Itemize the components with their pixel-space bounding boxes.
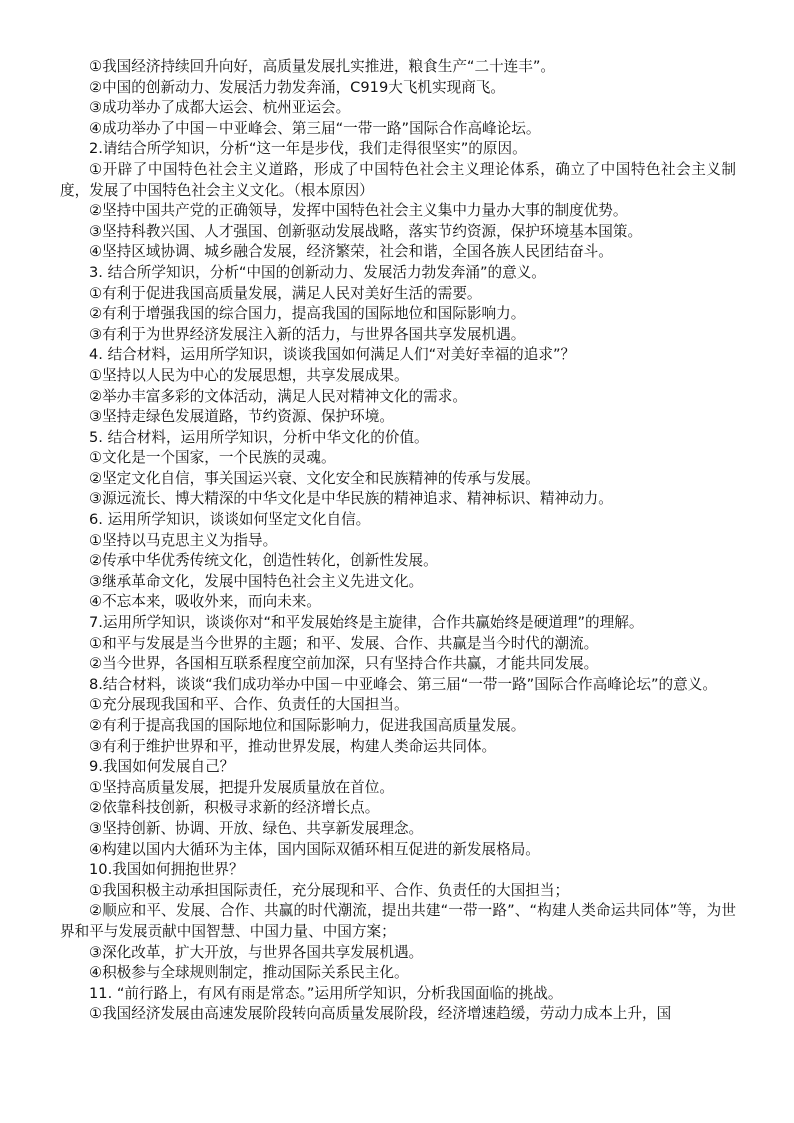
answer-line: ①坚持高质量发展，把提升发展质量放在首位。: [89, 778, 394, 796]
answer-line: ①和平与发展是当今世界的主题；和平、发展、合作、共赢是当今时代的潮流。: [89, 634, 599, 652]
answer-line: ②有利于增强我国的综合国力，提高我国的国际地位和国际影响力。: [89, 305, 526, 323]
answer-line: ④坚持区域协调、城乡融合发展，经济繁荣，社会和谐，全国各族人民团结奋斗。: [89, 243, 613, 261]
question-heading: 6. 运用所学知识，谈谈如何坚定文化自信。: [89, 511, 371, 529]
answer-line: ②举办丰富多彩的文体活动，满足人民对精神文化的需求。: [89, 387, 467, 405]
answer-line: ③坚持走绿色发展道路，节约资源、保护环境。: [89, 408, 394, 426]
answer-line: ②中国的创新动力、发展活力勃发奔涌，C919大飞机实现商飞。: [89, 78, 505, 96]
answer-line: ②坚持中国共产党的正确领导，发挥中国特色社会主义集中力量办大事的制度优势。: [89, 202, 628, 220]
question-heading: 7.运用所学知识，谈谈你对“和平发展始终是主旋律，合作共赢始终是硬道理”的理解。: [89, 614, 644, 632]
question-heading: 3. 结合所学知识，分析“中国的创新动力、发展活力勃发奔涌”的意义。: [89, 263, 546, 281]
answer-line: ③坚持科教兴国、人才强国、创新驱动发展战略，落实节约资源，保护环境基本国策。: [89, 222, 643, 240]
question-heading: 8.结合材料，谈谈“我们成功举办中国－中亚峰会、第三届“一带一路”国际合作高峰论坛”的意义。: [89, 675, 717, 693]
answer-line: ②有利于提高我国的国际地位和国际影响力，促进我国高质量发展。: [89, 717, 526, 734]
answer-line: ②顺应和平、发展、合作、共赢的时代潮流，提出共建“一带一路”、“构建人类命运共同体”等，为世界和平与发展贡献中国智慧、中国力量、中国方案；: [60, 902, 736, 940]
answer-line: ②坚定文化自信，事关国运兴衰、文化安全和民族精神的传承与发展。: [89, 469, 540, 487]
answer-line: ③有利于为世界经济发展注入新的活力，与世界各国共享发展机遇。: [89, 325, 526, 343]
answer-line: ①开辟了中国特色社会主义道路，形成了中国特色社会主义理论体系，确立了中国特色社会主义制度，发展了中国特色社会主义文化。（根本原因）: [60, 160, 736, 199]
answer-line: ②当今世界，各国相互联系程度空前加深，只有坚持合作共赢，才能共同发展。: [89, 655, 599, 673]
answer-line: ①有利于促进我国高质量发展，满足人民对美好生活的需要。: [89, 284, 482, 302]
answer-line: ③有利于维护世界和平，推动世界发展，构建人类命运共同体。: [89, 737, 497, 755]
question-heading: 10.我国如何拥抱世界？: [89, 861, 244, 879]
answer-line: ①文化是一个国家，一个民族的灵魂。: [89, 449, 336, 467]
question-heading: 9.我国如何发展自己？: [89, 758, 235, 776]
answer-line: ③成功举办了成都大运会、杭州亚运会。: [89, 99, 351, 117]
answer-line: ③深化改革，扩大开放，与世界各国共享发展机遇。: [89, 943, 424, 961]
question-heading: 5. 结合材料，运用所学知识，分析中华文化的价值。: [89, 428, 429, 446]
answer-line: ②传承中华优秀传统文化，创造性转化，创新性发展。: [89, 552, 438, 570]
answer-line: ①充分展现我国和平、合作、负责任的大国担当。: [89, 696, 409, 714]
question-heading: 2.请结合所学知识，分析“这一年是步伐，我们走得很坚实”的原因。: [89, 140, 527, 158]
answer-line: ①我国经济发展由高速发展阶段转向高质量发展阶段，经济增速趋缓，劳动力成本上升，国: [89, 1005, 672, 1023]
answer-line: ③源远流长、博大精深的中华文化是中华民族的精神追求、精神标识、精神动力。: [89, 490, 613, 508]
answer-line: ④积极参与全球规则制定，推动国际关系民主化。: [89, 964, 409, 982]
answer-line: ④不忘本来，吸收外来，而向未来。: [89, 593, 321, 611]
answer-line: ③坚持创新、协调、开放、绿色、共享新发展理念。: [89, 819, 424, 837]
answer-line: ④构建以国内大循环为主体，国内国际双循环相互促进的新发展格局。: [89, 840, 540, 858]
answer-line: ①我国经济持续回升向好，高质量发展扎实推进，粮食生产“二十连丰”。: [89, 58, 556, 75]
answer-line: ①坚持以马克思主义为指导。: [89, 531, 278, 549]
question-heading: 11. “前行路上，有风有雨是常态。”运用所学知识，分析我国面临的挑战。: [89, 984, 563, 1002]
answer-line: ①坚持以人民为中心的发展思想，共享发展成果。: [89, 366, 409, 384]
answer-line: ③继承革命文化，发展中国特色社会主义先进文化。: [89, 572, 424, 590]
answer-line: ④成功举办了中国－中亚峰会、第三届“一带一路”国际合作高峰论坛。: [89, 119, 541, 137]
answer-line: ②依靠科技创新，积极寻求新的经济增长点。: [89, 799, 380, 817]
question-heading: 4. 结合材料，运用所学知识，谈谈我国如何满足人们“对美好幸福的追求”？: [89, 346, 576, 364]
answer-line: ①我国积极主动承担国际责任，充分展现和平、合作、负责任的大国担当；: [89, 881, 570, 899]
